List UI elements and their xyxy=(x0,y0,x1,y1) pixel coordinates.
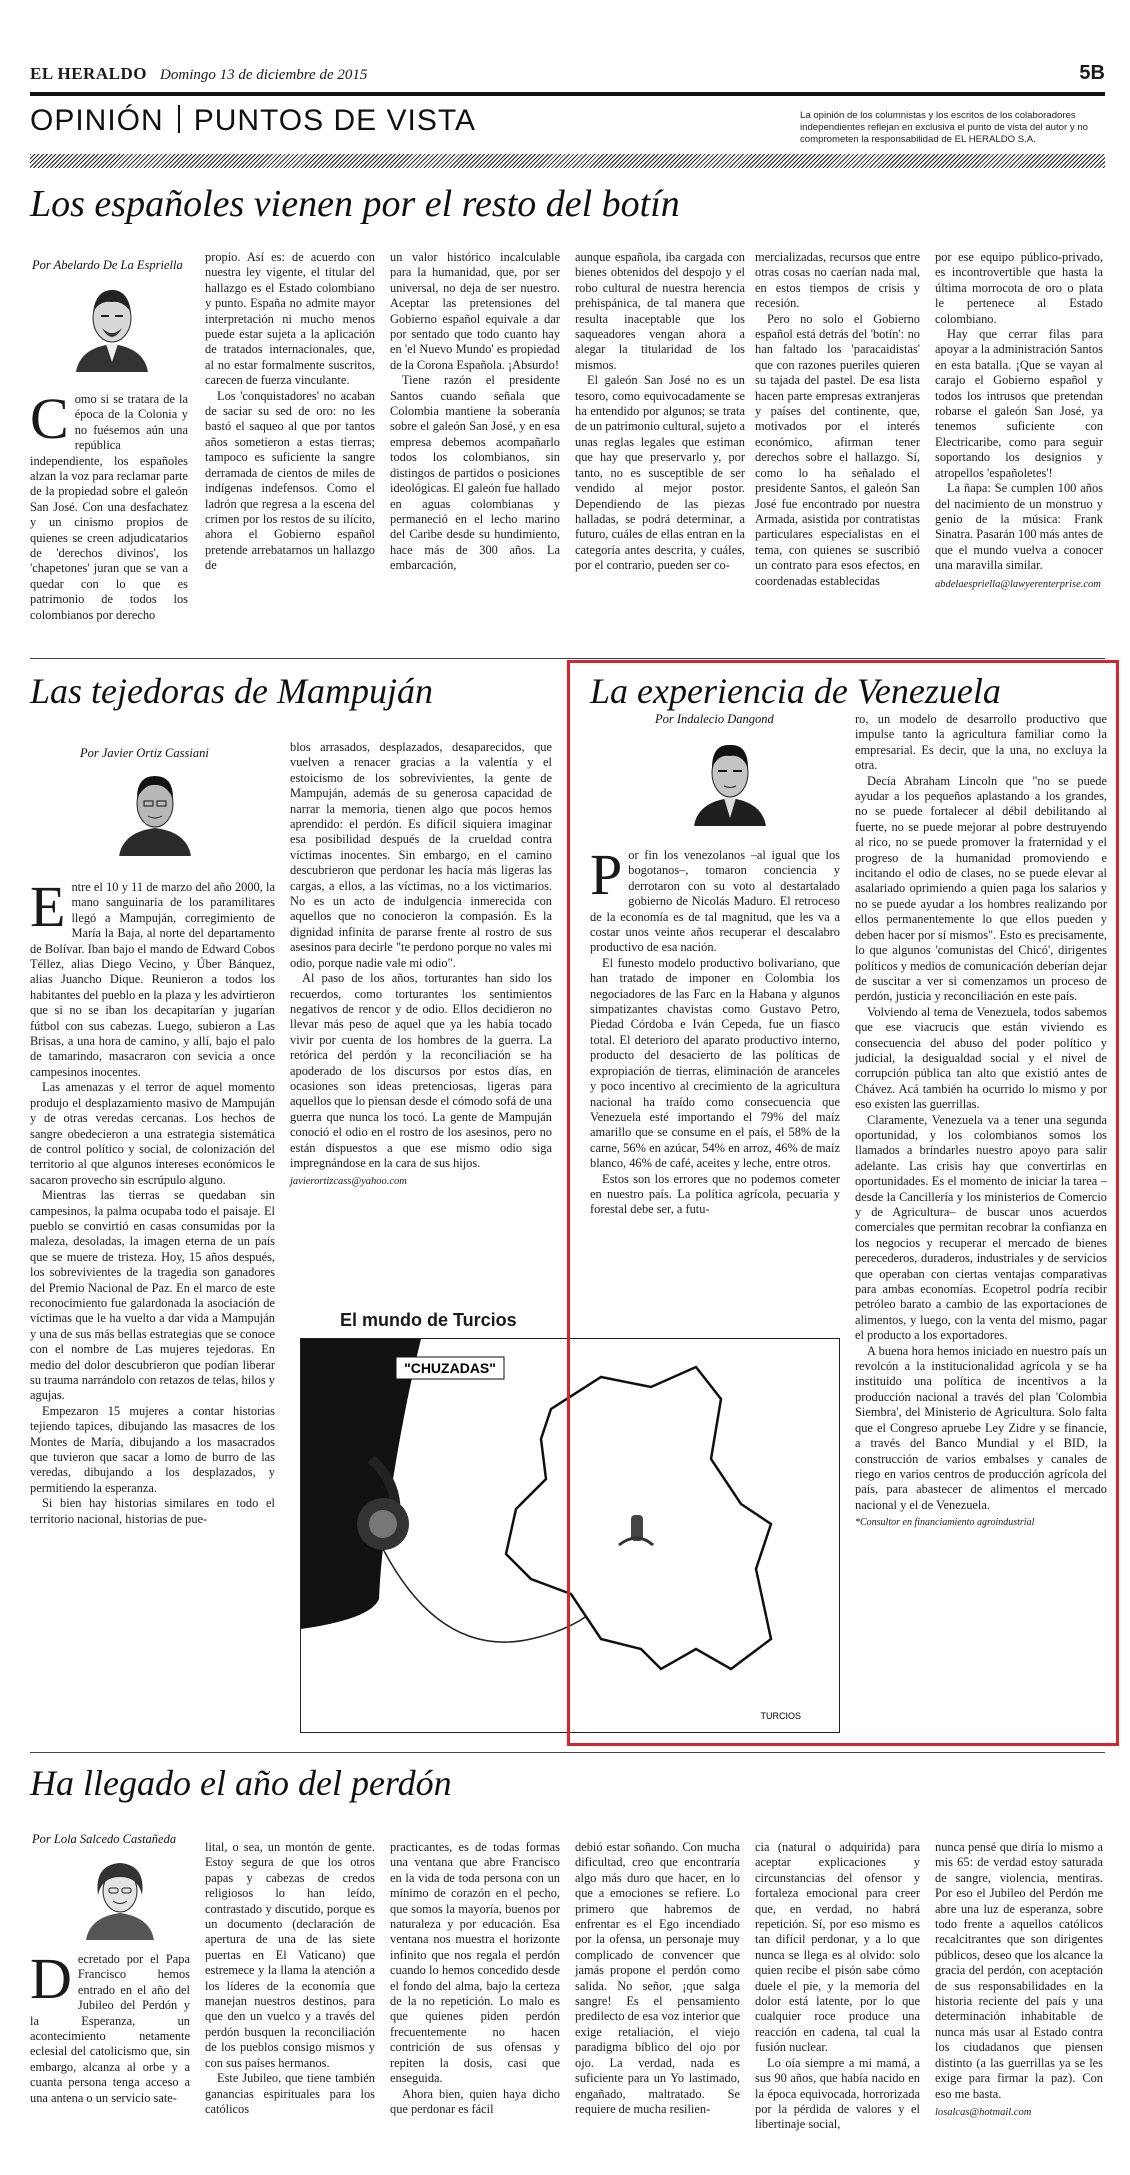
article4-col1 xyxy=(30,1946,190,2106)
article4-col4 xyxy=(575,1840,740,2117)
article2-text-6: blos arrasados, desplazados, desaparecidos, que vuelven a renacer gracias a la valentía y el estoicismo de los sobrevivientes, la gente de Mampuján, además de su generosa capacidad de narrar la memoria, tienen algo que pocos hemos aprendido: el perdón. Es difícil siquiera imaginar esa posibilidad después de la crueldad contra víctimas inocentes. Sin embargo, en el camino descubrieron que perdonar les hacía más ligeras las cargas, a ellos, a las víctimas, no a los victimarios. No es un acto de indulgencia inmerecida con aquellos que no conocieron la compasión. Es la dignidad infinita de pararse frente al rostro de sus asesinos para decirle "te perdono porque no vales mi odio, porque nadie vale mi odio". xyxy=(290,740,552,970)
disclaimer: La opinión de los columnistas y los escritos de los colaboradores independientes reflejan en exclusiva el punto de vista del autor y no comprometen la responsabilidad de EL HERALDO S.A. xyxy=(800,110,1089,145)
article3-note: *Consultor en financiamiento agroindustrial xyxy=(855,1517,1035,1529)
article1-text-8: mercializadas, recursos que entre otras cosas no caerían nada mal, en estos tiempos de crisis y recesión. xyxy=(755,250,920,311)
article1-col2 xyxy=(205,250,375,574)
article4-text-3: Este Jubileo, que tiene también ganancias espirituales para los católicos xyxy=(205,2071,375,2116)
article2-text-5: Si bien hay historias similares en todo el territorio nacional, historias de pue- xyxy=(30,1496,275,1526)
cartoon-image xyxy=(300,1338,840,1733)
article3-text-2: El funesto modelo productivo bolivariano, que han tratado de imponer en Colombia los negociadores de las Farc en la Habana y algunos simpatizantes chavistas como Gustavo Petro, Piedad Córdoba e Iván Cepeda, fue un fiasco total. El deterioro del aparato productivo interno, producto del desacierto de las políticas de expropiación de tierras, eliminación de aranceles y poco incentivo al crecimiento de la agricultura nacional ha traído como consecuencia que Venezuela esté importando el 79% del maíz amarillo que se consume en el país, el 58% de la carne, 56% en azúcar, 54% en arroz, 46% de maíz blanco, 46% de café, aceites y leche, entre otros. xyxy=(590,955,840,1171)
article1-text-11: Hay que cerrar filas para apoyar a la administración Santos en esta batalla. ¡Que se vayan al carajo el Gobierno español y todos los intrusos que pretendan robarse el galeón San José, ya tenemos suficiente con Electricaribe, como para seguir soportando los designios y atropellos 'españoletes'! xyxy=(935,327,1103,480)
article4-text-4: practicantes, es de todas formas una ventana que abre Francisco en la vida de toda persona con un mínimo de corazón en el pecho, que somos la mayoría, buenos por naturaleza y por educación. Esa ventana nos muestra el horizonte infinito que nos regala el perdón cuando lo hemos concedido desde el fondo del alma, bajo la certeza de la no repetición. Lo malo es que quienes piden perdón frecuentemente no hacen contrición de sus ofensas y repiten la dosis, casi que enseguida. xyxy=(390,1840,560,2086)
article2-text-2: Las amenazas y el terror de aquel momento produjo el desplazamiento masivo de Mampuján y de otras veredas cercanas. Los hechos de sangre obedecieron a una estrategia sistemática de control político y social, de colonización del territorio al que algunos intereses económicos le sacaron provecho sin escrúpulo alguno. xyxy=(30,1080,275,1187)
section-left: OPINIÓN xyxy=(30,104,164,137)
article2-email: javierortizcass@yahoo.com xyxy=(290,1176,407,1188)
article3-text-1: or fin los venezolanos –al igual que los bogotanos–, tomaron conciencia y derrotaron con su voto al destartalado gobierno de Nicolás Maduro. El retroceso de la economía es de tal magnitud, que les va a costar unos veinte años recuperar el descalabro productivo de esa nación. xyxy=(590,848,840,955)
article4-col2 xyxy=(205,1840,375,2117)
article2-text-3: Mientras las tierras se quedaban sin campesinos, la palma ocupaba todo el paisaje. El pueblo se convirtió en casas consumidas por la maleza, desoladas, la imagen eterna de un país que se muere de tristeza. Hoy, 15 años después, los sobrevivientes de la tragedia son ganadores del Premio Nacional de Paz. En el marco de este reconocimiento fue galardonada la asociación de víctimas que le ha vuelto a dar vida a Mampuján y una de sus más bellas estrategias que se conoce con el nombre de Las mujeres tejedoras. En medio del dolor descubrieron que podían liberar su trauma narrándolo con retazos de telas, hilos y agujas. xyxy=(30,1188,275,1403)
article1-col1 xyxy=(30,386,188,623)
article2-author-portrait xyxy=(115,768,195,856)
article1-text-3: Los 'conquistadores' no acaban de saciar su sed de oro: no les bastó el saqueo al que por tantos años sometieron a estas tierras; tampoco es suficiente la sangre derramada de cientos de miles de indígenas indefensos. Como el ladrón que regresa a la escena del crimen por los restos de su ilícito, ahora el Gobierno español pretende arrebatarnos un hallazgo de xyxy=(205,388,375,573)
masthead-rule xyxy=(30,92,1105,96)
issue-date: Domingo 13 de diciembre de 2015 xyxy=(160,67,368,83)
article1-col3 xyxy=(390,250,560,574)
hatch-rule xyxy=(30,154,1105,168)
article1-col5 xyxy=(755,250,920,589)
article3-byline: Por Indalecio Dangond xyxy=(655,712,774,726)
article4-text-5: Ahora bien, quien haya dicho que perdonar es fácil xyxy=(390,2086,560,2116)
article2-col1 xyxy=(30,874,275,1527)
article1-byline: Por Abelardo De La Espriella xyxy=(32,258,183,272)
article3-col2 xyxy=(855,712,1107,1531)
article3-text-8: A buena hora hemos iniciado en nuestro país un revolcón a la institucionalidad agrícola y se ha instituido una política de incentivos a la producción nacional a través del plan 'Colombia Siembra', del Ministerio de Agricultura. Solo falta que el Congreso apruebe Ley Zidre y se financie, a través del Banco Mundial y el BID, la construcción de varios embalses y canales de riego en varios centros de producción agrícola del país, para abastecer de alimentos el mercado nacional y el de Venezuela. xyxy=(855,1343,1107,1512)
article4-top-rule xyxy=(30,1752,1105,1753)
article4-byline: Por Lola Salcedo Castañeda xyxy=(32,1832,177,1846)
article4-col5 xyxy=(755,1840,920,2133)
article1-text-12: La ñapa: Se cumplen 100 años del nacimiento de un monstruo y genio de la música: Frank Sinatra. Pasarán 100 más antes de que el mundo vuelva a conocer una maravilla similar. xyxy=(935,481,1103,573)
article1-text-4: un valor histórico incalculable para la humanidad, que, por ser universal, no deja de ser nuestro. Aceptar las pretensiones del Gobierno español equivale a dar por sentado que todo cuanto hay en 'el Nuevo Mundo' es propiedad de la Corona Española. ¡Absurdo! xyxy=(390,250,560,372)
article4-text-2: lital, o sea, un montón de gente. Estoy segura de que los otros papas y cabezas de credos religiosos lo han leído, contrastado y discutido, porque es un documento (declaración de apertura de una de las siete puertas en El Vaticano) que estremece y la llama la atención a los líderes de la economía que manejan nuestros destinos, para que den un vuelco y a través del perdón busquen la reconciliación de los pueblos consigo mismos y con sus países hermanos. xyxy=(205,1840,375,2070)
cartoon-label: "CHUZADAS" xyxy=(404,1360,496,1376)
article4-text-7: cia (natural o adquirida) para aceptar explicaciones y circunstancias del ofensor y fortaleza emocional para creer que, en verdad, no habrá repetición. Sí, por eso mismo es tan difícil perdonar, y a lo que nunca se llega es al olvido: solo quien recibe el pisón sabe cómo duele el pie, y la memoria del dolor está latente, por lo que cualquier roce produce una reacción en cadena, tal cual la fusión nuclear. xyxy=(755,1840,920,2055)
article1-col4 xyxy=(575,250,745,574)
article3-text-3: Estos son los errores que no podemos cometer en nuestro país. La política agrícola, pecuaria y forestal debe ser, a futu- xyxy=(590,1171,840,1217)
article4-col6 xyxy=(935,1840,1103,2120)
article2-col2 xyxy=(290,740,552,1190)
article3-author-portrait xyxy=(690,736,770,826)
article1-text-9: Pero no solo el Gobierno español está detrás del 'botín': no han faltado los 'paracaidistas' que con razones pueriles quieren su tajada del pastel. De esa lista hacen parte empresas extranjeras y países del continente, que, motivados por el interés económico, afirman tener derechos sobre el hallazgo. Sí, como lo ha señalado el presidente Santos, el galeón San José fue encontrado por nuestra Armada, asistida por contratistas particulares especialistas en el tema, con quienes se suscribió un contrato para esos efectos, en coordenadas establecidas xyxy=(755,311,920,588)
article3-title: La experiencia de Venezuela xyxy=(590,671,1001,711)
article2-text-1: ntre el 10 y 11 de marzo del año 2000, la mano sanguinaria de los paramilitares llegó a Mampuján, corregimiento de María la Baja, al norte del departamento de Bolívar. Iban bajo el mando de Edward Cobos Téllez, alias Diego Vecino, y Úber Bánquez, alias Juancho Dique. Reunieron a todos los habitantes del pueblo en la plaza y les advirtieron que si no se iban los decapitarían y jugarían fútbol con sus cabezas. Luego, subieron a Las Brisas, a una hora de camino, y allí, bajo el palo de tamarindo, masacraron con sevicia a once campesinos inocentes. xyxy=(30,880,275,1079)
article3-text-5: Decía Abraham Lincoln que "no se puede ayudar a los pequeños aplastando a los grandes, no se puede fortalecer al débil debilitando al fuerte, no se puede mejorar al pobre destruyendo al rico, no se puede promover la fraternidad y el progreso de la humanidad promoviendo e incitando el odio de clases, no se puede elevar al asalariado oprimiendo a quien paga los salarios y no se puede ayudar a los hombres realizando por ellos permanentemente lo que ellos pueden y deben hacer por sí mismos". Esto es precisamente, lo que algunos 'comunistas del Chicó', dirigentes políticos y medios de comunicación deberían dejar de suscitar a ver si comenzamos un proceso de perdón, justicia y reconciliación en este país. xyxy=(855,773,1107,1004)
article3-text-4: ro, un modelo de desarrollo productivo que impulse tanto la agricultura familiar como la empresarial. Es decir, que la una, no excluya la otra. xyxy=(855,712,1107,773)
article3-dropcap: P xyxy=(590,842,623,907)
article1-text-1: omo si se tratara de la época de la Colonia y no fuésemos aún una república independiente, los españoles alzan la voz para reclamar parte de la propiedad sobre el galeón San José. Con una desfachatez y un cinismo propios de quienes se creen adjudicatarios de 'derechos divinos', los 'chapetones' juran que se van a quedar con lo que es patrimonio de todos los colombianos por derecho xyxy=(30,392,188,622)
article2-text-7: Al paso de los años, torturantes han sido los recuerdos, como torturantes los sentimientos negativos de rencor y de odio. Ellos decidieron no llevar más peso de aquel que ya les había tocado vivir por cuenta de los hombres de la guerra. La retórica del perdón y la reconciliación se ha apoderado de los discursos por estos días, en ocasiones son ideas pretenciosas, ligeras para aquellos que lo piensan desde el cómodo sofá de una guerra que nunca los tocó. La gente de Mampuján conoció el odio en el rostro de los asesinos, pero no están dispuestos a que ese mismo odio siga impregnándose en la cara de sus hijos. xyxy=(290,971,552,1170)
article4-author-portrait xyxy=(80,1855,160,1940)
article1-text-7: El galeón San José no es un tesoro, como equivocadamente se ha entendido por algunos; se trata de un patrimonio cultural, sujeto a unas reglas legales que estiman que hay que preservarlo y, por tanto, no es susceptible de ser vendido al mejor postor. Dependiendo de las piezas halladas, se podrá determinar, a futuro, cuáles de ellas entran en la categoría antes descrita, y cuáles, por el contrario, pueden ser co- xyxy=(575,373,745,573)
section-header xyxy=(30,104,476,144)
article4-text-9: nunca pensé que diría lo mismo a mis 65: de verdad estoy saturada de sangre, violencia, mentiras. Por eso el Jubileo del Perdón me abre una luz de esperanza, sobre todo frente a aquellos católicos recalcitrantes que son dirigentes públicos, deseo que los alcance la gracia del perdón, con aceptación de sus responsabilidades en la historia reciente del país y una determinación inhabitable de nunca más usar al Estado contra los ciudadanos que piensen distinto (a las guerrillas ya se les exige para firmar la paz). Con eso me basta. xyxy=(935,1840,1103,2101)
article2-dropcap: E xyxy=(30,874,66,939)
article4-title: Ha llegado el año del perdón xyxy=(30,1763,452,1803)
page-number: 5B xyxy=(1079,62,1105,84)
article1-bottom-rule xyxy=(30,658,1105,659)
article1-text-2: propio. Así es: de acuerdo con nuestra ley vigente, el titular del hallazgo es el Estado colombiano y punto. España no admite mayor interpretación ni mucho menos puede estar sujeta a la aplicación de tratados internacionales, que, al no estar formalmente suscritos, carecen de fuerza vinculante. xyxy=(205,250,375,388)
cartoon-signature: TURCIOS xyxy=(760,1711,801,1721)
article1-text-10: por ese equipo público-privado, es incontrovertible que hasta la última morrocota de oro o plata le pertenece al Estado colombiano. xyxy=(935,250,1103,326)
article4-dropcap: D xyxy=(30,1946,72,2011)
article3-text-7: Claramente, Venezuela va a tener una segunda oportunidad, y los colombianos somos los llamados a brindarles nuestro apoyo para salir adelante. Las crisis hay que convertirlas en oportunidades. Es el momento de iniciar la tarea –desde la Cancillería y los ministerios de Comercio y de Agricultura– de buscar unos acuerdos comerciales que permitan recobrar la confianza en los negocios y recuperar el mercado de bienes perecederos, duraderos, industriales y de servicios que operaban con ciertas ventajas comparativas para ambas economías. Ecopetrol podría recibir petróleo barato a cambio de las exportaciones de alimentos, y luego, con la venta del mismo, pagar el producto a los exportadores. xyxy=(855,1112,1107,1343)
article1-email: abdelaespriella@lawyerenterprise.com xyxy=(935,578,1101,590)
masthead xyxy=(30,64,1105,88)
section-right: PUNTOS DE VISTA xyxy=(193,104,476,137)
article1-title: Los españoles vienen por el resto del botín xyxy=(30,183,680,225)
article4-text-8: Lo oía siempre a mi mamá, a sus 90 años, que había nacido en la época equivocada, horrorizada por la pérdida de valores y el libertinaje social, xyxy=(755,2055,920,2132)
article3-text-6: Volviendo al tema de Venezuela, todos sabemos que ese viacrucis que están viviendo es consecuencia del abuso del poder político y judicial, la desigualdad social y el nivel de corrupción pública tan alto que existió antes de Chávez. Acá también ha ocurrido lo mismo y por eso existen las guerrillas. xyxy=(855,1004,1107,1112)
article1-author-portrait xyxy=(70,282,154,372)
section-divider xyxy=(178,105,180,133)
cartoon-title: El mundo de Turcios xyxy=(340,1310,517,1330)
article1-text-5: Tiene razón el presidente Santos cuando señala que Colombia mantiene la soberanía sobre el galeón San José, y en esa empresa debemos acompañarlo todos los colombianos, sin distingos de partidos o posiciones ideológicas. El galeón fue hallado en aguas colombianas y permaneció en el lecho marino del Caribe desde su hundimiento, hace más de 300 años. La embarcación, xyxy=(390,373,560,573)
article1-col6 xyxy=(935,250,1103,592)
article2-byline: Por Javier Ortiz Cassiani xyxy=(80,746,209,760)
article2-text-4: Empezaron 15 mujeres a contar historias tejiendo tapices, dibujando las masacres de los Montes de María, dibujando a los masacrados que tuvieron que sacar a lomo de burro de las veredas, dibujando a los desplazados, y permitiendo la esperanza. xyxy=(30,1403,275,1495)
article4-text-1: ecretado por el Papa Francisco hemos entrado en el año del Jubileo del Perdón y la Esperanza, un acontecimiento netamente eclesial del catolicismo que, sin embargo, alcanza al orbe y a cuanta persona tenga acceso a una antena o un servicio sate- xyxy=(30,1952,190,2105)
article1-text-6: aunque española, iba cargada con bienes obtenidos del despojo y el robo cultural de nuestra herencia prehispánica, de tal manera que resulta inaceptable que los saqueadores vengan ahora a alegar la titularidad de los mismos. xyxy=(575,250,745,372)
article4-email: losalcas@hotmail.com xyxy=(935,2106,1032,2118)
article4-col3 xyxy=(390,1840,560,2117)
article3-col1 xyxy=(590,842,840,1218)
article4-text-6: debió estar soñando. Con mucha dificultad, creo que encontraría algo más duro que hacer, en lo que a emociones se refiere. Lo primero que habremos de enfrentar es el Ego incendiado por la ofensa, un personaje muy complicado de convencer que jamás propone el perdón como salida. No señor, ¡que salga sangre! Es el pensamiento predilecto de esa voz interior que exige retaliación, el viejo paradigma bíblico del ojo por ojo. La verdad, nada es suficiente para un Yo lastimado, engañado, maltratado. Se requiere de mucha resilien- xyxy=(575,1840,740,2116)
newspaper-name: EL HERALDO xyxy=(30,64,147,83)
article1-dropcap: C xyxy=(30,386,69,451)
article2-title: Las tejedoras de Mampuján xyxy=(30,671,433,711)
